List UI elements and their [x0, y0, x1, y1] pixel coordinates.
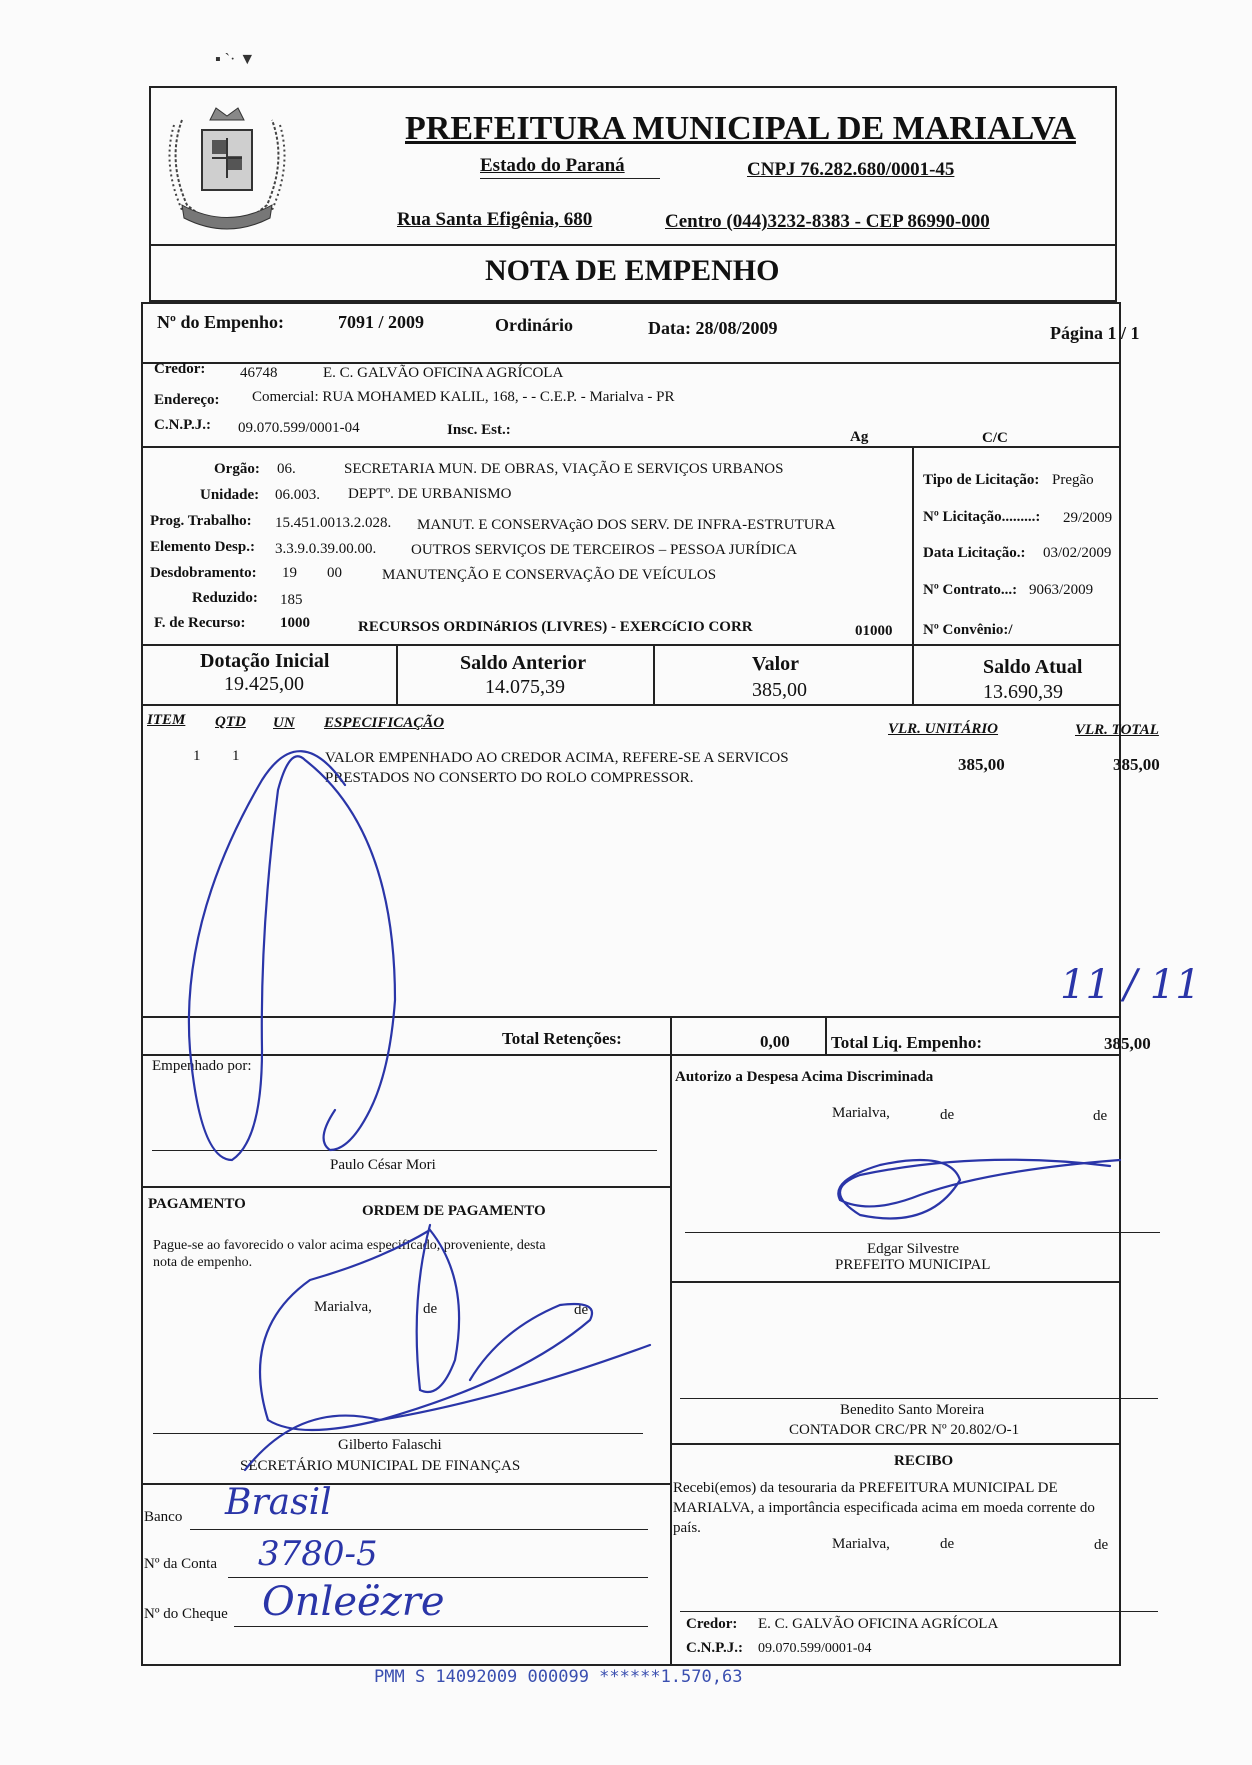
saldo-anterior-value: 14.075,39	[485, 676, 565, 698]
col-qtd: QTD	[215, 714, 246, 730]
item-unit-value: 385,00	[958, 755, 1005, 774]
licitacao-data-value: 03/02/2009	[1043, 545, 1112, 561]
saldos-div-1	[396, 644, 398, 706]
licitacao-data-label: Data Licitação.:	[923, 545, 1026, 561]
contador-role: CONTADOR CRC/PR Nº 20.802/O-1	[789, 1422, 1020, 1438]
col-vlr-unitario: VLR. UNITÁRIO	[888, 721, 999, 737]
bank-top-line	[141, 1483, 671, 1485]
credor-name: E. C. GALVÃO OFICINA AGRÍCOLA	[323, 365, 564, 381]
prefeitura-title: PREFEITURA MUNICIPAL DE MARIALVA	[405, 110, 1076, 147]
contador-top-line	[670, 1281, 1121, 1283]
saldo-anterior-label: Saldo Anterior	[460, 652, 587, 674]
fonte-num: 01000	[855, 623, 893, 639]
contador-signer: Benedito Santo Moreira	[840, 1402, 985, 1418]
reduzido-code: 185	[280, 592, 303, 608]
lower-box	[141, 1054, 1121, 1666]
recibo-text-2: MARIALVA, a importância especificada acima em moeda corrente do	[673, 1500, 1095, 1516]
desd-code: 19	[282, 565, 297, 581]
banco-line	[190, 1529, 648, 1530]
cnpj-credor-label: C.N.P.J.:	[154, 417, 211, 433]
autorizo-signer: Edgar Silvestre	[867, 1241, 960, 1257]
total-retencoes-label: Total Retenções:	[502, 1029, 622, 1048]
autorizo-sign-line	[685, 1232, 1160, 1233]
desd-label: Desdobramento:	[150, 565, 257, 581]
recibo-sign-line	[680, 1611, 1158, 1612]
autorizo-de-2: de	[1093, 1108, 1108, 1124]
totals-div-2	[825, 1016, 827, 1056]
address-label: Endereço:	[154, 392, 220, 408]
address-rest: Centro (044)3232-8383 - CEP 86990-000	[665, 211, 990, 232]
empenho-label: Nº do Empenho:	[157, 312, 284, 332]
desd-name: MANUTENÇÃO E CONSERVAÇÃO DE VEÍCULOS	[382, 567, 717, 583]
state-underline-ext	[480, 178, 660, 179]
empenhado-sign-line	[152, 1150, 657, 1151]
lower-divider	[670, 1054, 672, 1666]
convenio-label: Nº Convênio:/	[923, 622, 1013, 638]
credor-code: 46748	[240, 365, 278, 381]
saldos-div-2	[653, 644, 655, 706]
empenho-number: 7091 / 2009	[338, 312, 425, 332]
prog-label: Prog. Trabalho:	[150, 513, 252, 529]
item-desc-line1: VALOR EMPENHADO AO CREDOR ACIMA, REFERE-SE A SERVICOS	[325, 750, 789, 766]
contador-sign-line	[680, 1398, 1158, 1399]
page-number: Página 1 / 1	[1050, 323, 1140, 343]
saldo-atual-label: Saldo Atual	[983, 656, 1083, 678]
cc-label: C/C	[982, 430, 1008, 446]
recibo-credor-name: E. C. GALVÃO OFICINA AGRÍCOLA	[758, 1616, 999, 1632]
recibo-text-3: país.	[673, 1520, 701, 1536]
elem-code: 3.3.9.0.39.00.00.	[275, 541, 377, 557]
pagamento-label: PAGAMENTO	[148, 1196, 246, 1212]
recibo-city: Marialva,	[832, 1536, 890, 1552]
empenhado-signer: Paulo César Mori	[330, 1157, 436, 1173]
credor-cnpj: 09.070.599/0001-04	[238, 420, 360, 436]
item-desc-line2: PRESTADOS NO CONSERTO DO ROLO COMPRESSOR.	[325, 770, 694, 786]
pagamento-text-1: Pague-se ao favorecido o valor acima especificado, proveniente, desta	[153, 1238, 546, 1253]
orgao-label: Orgão:	[214, 461, 260, 477]
pagamento-sign-line	[153, 1433, 643, 1434]
conta-label: Nº da Conta	[144, 1556, 217, 1572]
valor-label: Valor	[752, 653, 800, 675]
pagamento-de-2: de	[574, 1302, 589, 1318]
cheque-label: Nº do Cheque	[144, 1606, 228, 1622]
bank-stamp: PMM S 14092009 000099 ******1.570,63	[374, 1667, 743, 1687]
scan-marks: ▪ ˋ· ▼	[215, 51, 256, 68]
unidade-label: Unidade:	[200, 487, 260, 503]
recibo-cnpj-label: C.N.P.J.:	[686, 1640, 743, 1656]
empenho-row	[141, 302, 1121, 364]
recibo-top-line	[670, 1443, 1121, 1445]
autorizo-label: Autorizo a Despesa Acima Discriminada	[675, 1069, 934, 1085]
ag-label: Ag	[850, 429, 869, 445]
banco-label: Banco	[144, 1509, 183, 1525]
autorizo-city: Marialva,	[832, 1105, 890, 1121]
licitacao-tipo-label: Tipo de Licitação:	[923, 472, 1040, 488]
credor-label: Credor:	[154, 361, 206, 377]
item-total-value: 385,00	[1113, 755, 1160, 774]
item-qty: 1	[232, 748, 240, 764]
valor-value: 385,00	[752, 679, 807, 701]
empenhado-label: Empenhado por:	[152, 1058, 252, 1074]
licitacao-tipo-value: Pregão	[1052, 472, 1094, 488]
prog-code: 15.451.0013.2.028.	[275, 515, 392, 531]
recibo-label: RECIBO	[894, 1453, 954, 1469]
empenho-type: Ordinário	[495, 315, 574, 335]
recibo-de-1: de	[940, 1536, 955, 1552]
desd-sub: 00	[327, 565, 342, 581]
dotacao-label: Dotação Inicial	[200, 650, 330, 672]
conta-value[interactable]: 3780-5	[258, 1534, 378, 1574]
saldos-div-3	[912, 644, 914, 706]
col-especificacao: ESPECIFICAÇÃO	[324, 715, 445, 731]
unidade-name: DEPTº. DE URBANISMO	[348, 486, 512, 502]
pagamento-de-1: de	[423, 1301, 438, 1317]
unidade-code: 06.003.	[275, 487, 320, 503]
credor-address: Comercial: RUA MOHAMED KALIL, 168, - - C.E.P. - Marialva - PR	[252, 389, 675, 405]
elem-label: Elemento Desp.:	[150, 539, 255, 555]
cheque-value[interactable]: Onleëzre	[262, 1579, 445, 1625]
recibo-credor-label: Credor:	[686, 1616, 738, 1632]
saldo-atual-value: 13.690,39	[983, 681, 1063, 703]
col-item: ITEM	[147, 712, 186, 728]
state-label: Estado do Paraná	[480, 155, 625, 176]
pagamento-text-2: nota de empenho.	[153, 1255, 253, 1270]
total-retencoes-value: 0,00	[760, 1032, 790, 1051]
total-liq-value: 385,00	[1104, 1034, 1151, 1053]
col-un: UN	[273, 715, 295, 731]
cheque-line	[234, 1626, 648, 1627]
recibo-text-1: Recebi(emos) da tesouraria da PREFEITURA MUNICIPAL DE	[673, 1480, 1058, 1496]
insc-label: Insc. Est.:	[447, 422, 511, 438]
item-number: 1	[193, 748, 201, 764]
address-street: Rua Santa Efigênia, 680	[397, 209, 593, 230]
recibo-de-2: de	[1094, 1537, 1109, 1553]
elem-name: OUTROS SERVIÇOS DE TERCEIROS – PESSOA JURÍDICA	[411, 542, 798, 558]
orgao-divider	[912, 446, 914, 646]
coat-of-arms-logo	[152, 90, 302, 240]
empenho-date: Data: 28/08/2009	[648, 318, 778, 338]
contrato-label: Nº Contrato...:	[923, 582, 1018, 598]
ordem-pagamento-label: ORDEM DE PAGAMENTO	[362, 1203, 546, 1219]
total-liq-label: Total Liq. Empenho:	[831, 1033, 982, 1052]
fonte-name: RECURSOS ORDINáRIOS (LIVRES) - EXERCíCIO CORR	[358, 619, 753, 635]
fonte-label: F. de Recurso:	[154, 615, 246, 631]
autorizo-de-1: de	[940, 1107, 955, 1123]
doc-title: NOTA DE EMPENHO	[485, 254, 780, 287]
banco-value[interactable]: Brasil	[225, 1482, 332, 1523]
dotacao-value: 19.425,00	[224, 673, 304, 695]
totals-div-1	[670, 1016, 672, 1056]
reduzido-label: Reduzido:	[192, 590, 258, 606]
pagamento-signer: Gilberto Falaschi	[338, 1437, 442, 1453]
autorizo-role: PREFEITO MUNICIPAL	[835, 1257, 991, 1273]
handwritten-page-mark: 11 / 11	[1060, 962, 1201, 1008]
fonte-code: 1000	[280, 615, 310, 631]
licitacao-num-value: 29/2009	[1063, 510, 1113, 526]
prog-name: MANUT. E CONSERVAçãO DOS SERV. DE INFRA-ESTRUTURA	[417, 517, 836, 533]
cnpj-label: CNPJ 76.282.680/0001-45	[747, 159, 955, 180]
licitacao-num-label: Nº Licitação.........:	[923, 509, 1041, 525]
orgao-code: 06.	[277, 461, 296, 477]
pagamento-city: Marialva,	[314, 1299, 372, 1315]
col-vlr-total: VLR. TOTAL	[1075, 722, 1159, 738]
conta-line	[228, 1577, 648, 1578]
orgao-name: SECRETARIA MUN. DE OBRAS, VIAÇÃO E SERVIÇOS URBANOS	[344, 461, 784, 477]
pagamento-top-line	[141, 1186, 671, 1188]
pagamento-role: SECRETÁRIO MUNICIPAL DE FINANÇAS	[240, 1458, 521, 1474]
recibo-cnpj: 09.070.599/0001-04	[758, 1641, 872, 1656]
contrato-value: 9063/2009	[1029, 582, 1094, 598]
